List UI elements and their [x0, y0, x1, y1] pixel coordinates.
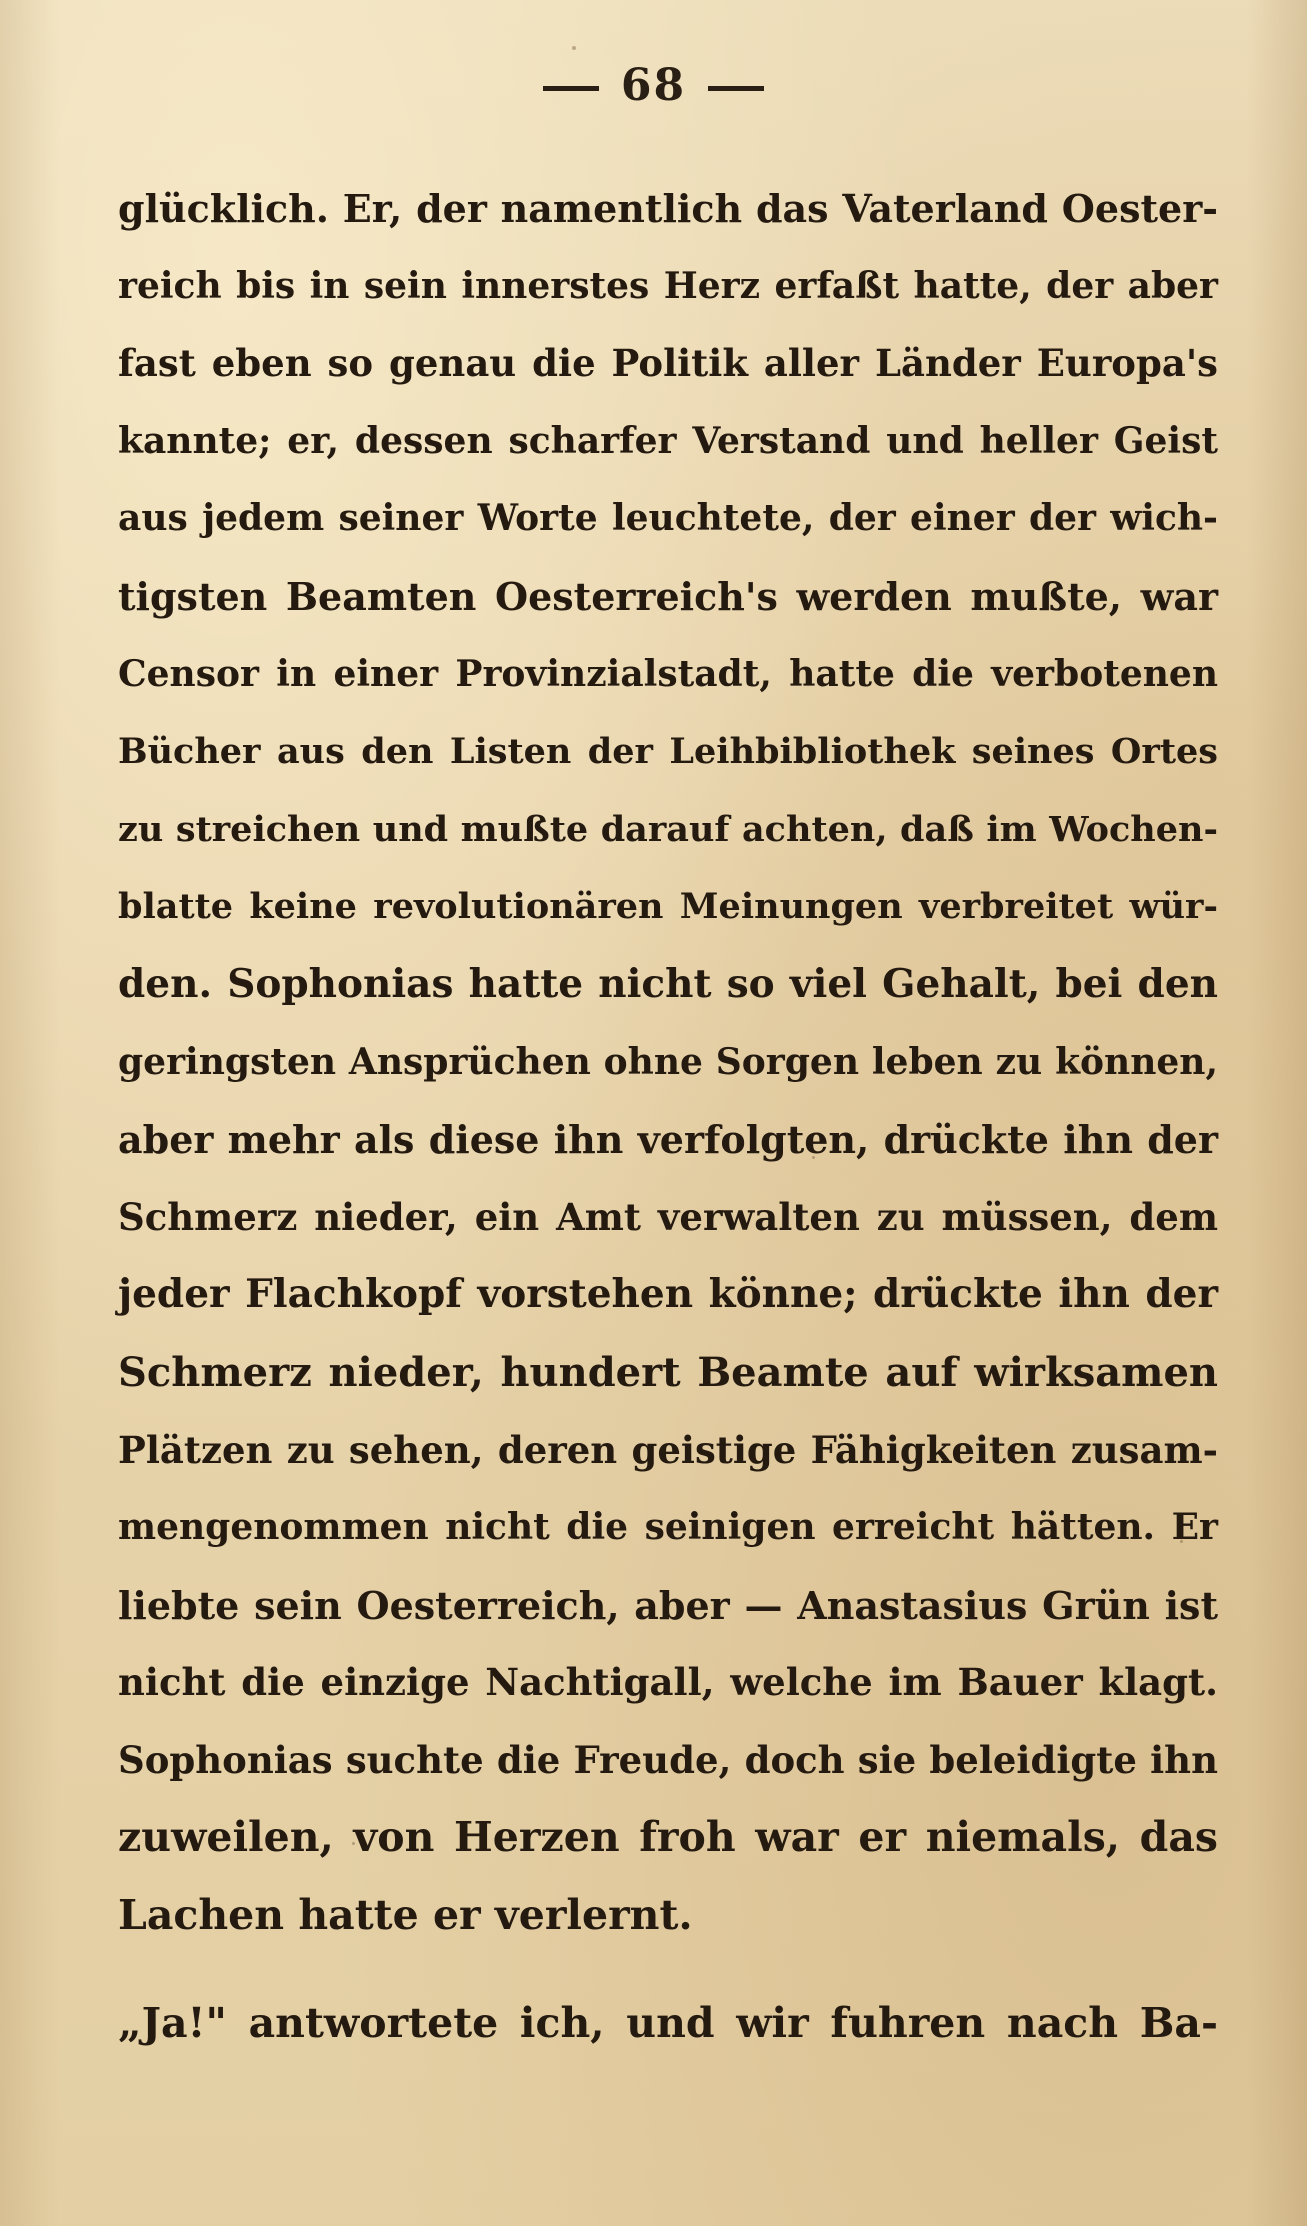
text-line: „Ja!" antwortete ich, und wir fuhren nach Ba- — [118, 1998, 1218, 2047]
page-edge-shadow-right — [1247, 0, 1307, 2226]
text-line: zu streichen und mußte darauf achten, daß im Wochen- — [118, 808, 1218, 850]
text-line: fast eben so genau die Politik aller Länder Europa's — [118, 341, 1218, 386]
body-text — [118, 170, 1218, 2062]
text-line: kannte; er, dessen scharfer Verstand und heller Geist — [118, 419, 1218, 462]
paragraph — [118, 1985, 1218, 2063]
text-line: nicht die einzige Nachtigall, welche im Bauer klagt. — [118, 1660, 1218, 1705]
header-dash-right — [708, 86, 764, 91]
text-line: Schmerz nieder, hundert Beamte auf wirksamen — [118, 1348, 1218, 1396]
text-line: Plätzen zu sehen, deren geistige Fähigkeiten zusam- — [118, 1427, 1218, 1472]
text-line: Schmerz nieder, ein Amt verwalten zu müssen, dem — [118, 1194, 1218, 1239]
paper-speck — [572, 46, 576, 50]
text-line: aus jedem seiner Worte leuchtete, der einer der wich- — [118, 497, 1218, 540]
text-line: geringsten Ansprüchen ohne Sorgen leben zu können, — [118, 1040, 1218, 1083]
page-header — [0, 60, 1307, 111]
text-line: zuweilen, von Herzen froh war er niemals, das — [118, 1813, 1218, 1862]
text-line: mengenommen nicht die seinigen erreicht hätten. Er — [118, 1506, 1218, 1549]
paragraph-gap — [118, 1955, 1218, 1985]
text-line: aber mehr als diese ihn verfolgten, drückte ihn der — [118, 1117, 1218, 1163]
page-edge-shadow-left — [0, 0, 60, 2226]
paper-speck — [352, 1842, 355, 1845]
paper-speck — [1180, 1540, 1183, 1543]
text-line: jeder Flachkopf vorstehen könne; drückte ihn der — [118, 1271, 1218, 1318]
text-line: blatte keine revolutionären Meinungen verbreitet wür- — [118, 886, 1218, 928]
page-number: 68 — [620, 60, 687, 111]
text-line: liebte sein Oesterreich, aber — Anastasius Grün ist — [118, 1582, 1218, 1628]
text-line: tigsten Beamten Oesterreich's werden mußte, war — [118, 573, 1218, 619]
header-dash-left — [543, 86, 599, 91]
text-line: den. Sophonias hatte nicht so viel Gehalt, bei den — [118, 960, 1218, 1007]
text-line: glücklich. Er, der namentlich das Vaterland Oester- — [118, 186, 1218, 231]
text-line: reich bis in sein innerstes Herz erfaßt hatte, der aber — [118, 264, 1218, 307]
paper-speck — [812, 1156, 815, 1159]
text-line: Sophonias suchte die Freude, doch sie beleidigte ihn — [118, 1737, 1218, 1782]
text-line: Lachen hatte er verlernt. — [118, 1891, 693, 1940]
paragraph — [118, 170, 1218, 1955]
text-line: Censor in einer Provinzialstadt, hatte die verbotenen — [118, 652, 1218, 695]
text-line: Bücher aus den Listen der Leihbibliothek seines Ortes — [118, 731, 1218, 773]
